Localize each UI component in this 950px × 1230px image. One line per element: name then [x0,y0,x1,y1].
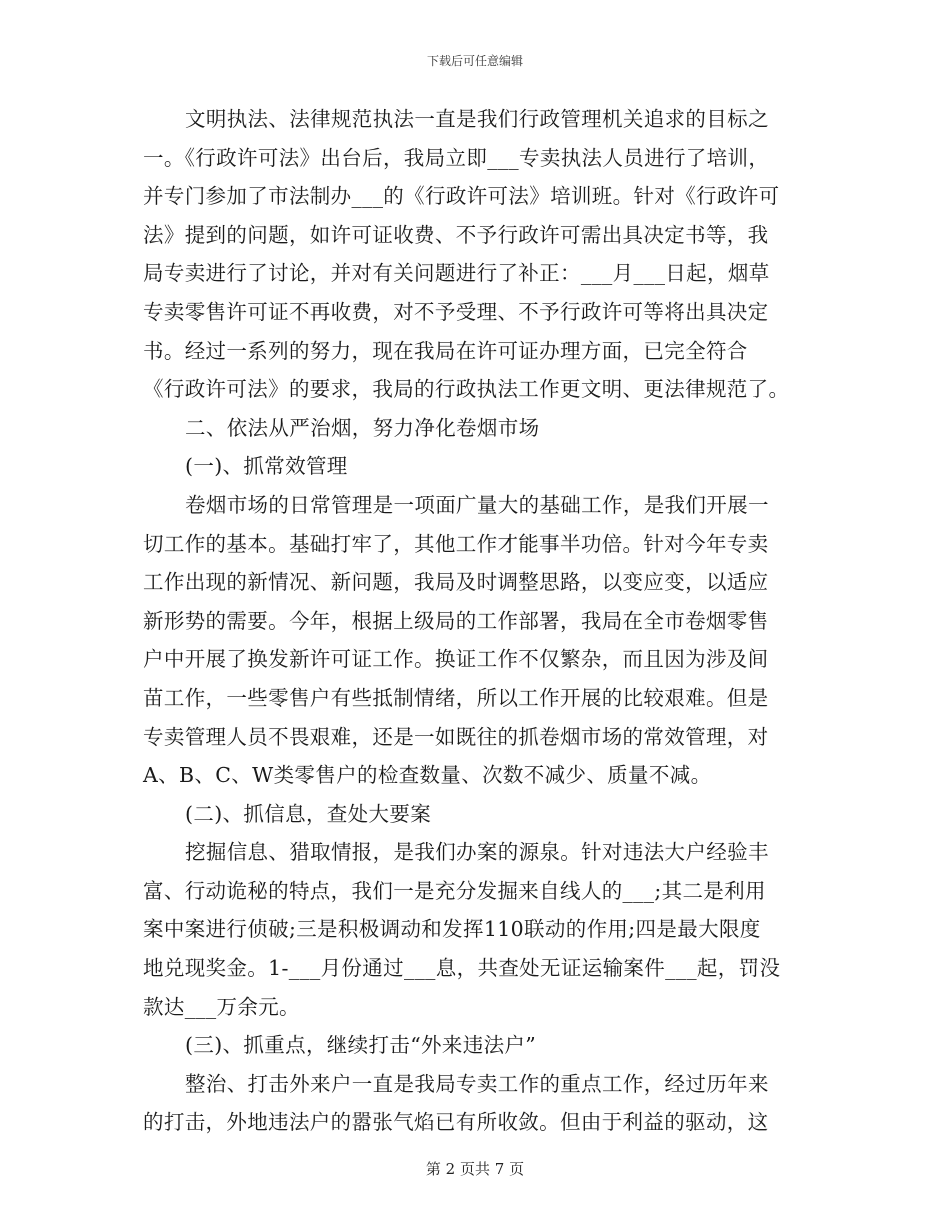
body-text-line: 专卖零售许可证不再收费，对不予受理、不予行政许可等将出具决定 [143,299,769,324]
body-text-line: 案中案进行侦破;三是积极调动和发挥110联动的作用;四是最大限度 [143,917,761,942]
body-text-line: 书。经过一系列的努力，现在我局在许可证办理方面，已完全符合 [143,338,748,363]
body-text-line: (二)、抓信息，查处大要案 [185,801,432,826]
body-text-line: 局专卖进行了讨论，并对有关问题进行了补正：___月___日起，烟草 [143,261,770,286]
page-footer: 第 2 页共 7 页 [425,1160,525,1178]
body-text-line: 文明执法、法律规范执法一直是我们行政管理机关追求的目标之 [185,107,769,131]
body-text-line: 卷烟市场的日常管理是一项面广量大的基础工作，是我们开展一 [185,492,769,517]
body-text-line: (一)、抓常效管理 [185,454,348,479]
body-text-line: (三)、抓重点，继续打击“外来违法户” [185,1033,537,1058]
body-text-line: 款达___万余元。 [143,994,300,1019]
body-text-line: 一。《行政许可法》出台后，我局立即___专卖执法人员进行了培训， [143,145,770,170]
body-text-line: 地兑现奖金。1-___月份通过___息，共查处无证运输案件___起，罚没 [143,956,781,981]
body-text-line: 富、行动诡秘的特点，我们一是充分发掘来自线人的___;其二是利用 [143,878,766,903]
body-text-line: 并专门参加了市法制办___的《行政许可法》培训班。针对《行政许可 [143,184,780,209]
body-text-line: A、B、C、W类零售户的检查数量、次数不减少、质量不减。 [143,763,712,788]
body-text-line: 工作出现的新情况、新问题，我局及时调整思路，以变应变，以适应 [143,570,769,595]
body-text-line: 挖掘信息、猎取情报，是我们办案的源泉。针对违法大户经验丰 [185,840,769,865]
body-text-line: 的打击，外地违法户的嚣张气焰已有所收敛。但由于利益的驱动，这 [143,1110,769,1135]
body-text-line: 苗工作，一些零售户有些抵制情绪，所以工作开展的比较艰难。但是 [143,685,769,710]
body-text-line: 二、依法从严治烟，努力净化卷烟市场 [185,415,540,440]
body-text-line: 法》提到的问题，如许可证收费、不予行政许可需出具决定书等，我 [143,222,769,247]
body-text-line: 新形势的需要。今年，根据上级局的工作部署，我局在全市卷烟零售 [143,608,769,633]
page-header: 下载后可任意编辑 [426,54,523,68]
document-body [143,100,808,1142]
body-text-line: 切工作的基本。基础打牢了，其他工作才能事半功倍。针对今年专卖 [143,531,769,556]
body-text-line: 户中开展了换发新许可证工作。换证工作不仅繁杂，而且因为涉及间 [143,647,769,672]
body-text-line: 专卖管理人员不畏艰难，还是一如既往的抓卷烟市场的常效管理，对 [143,724,769,749]
body-text-line: 整治、打击外来户一直是我局专卖工作的重点工作，经过历年来 [185,1071,769,1096]
body-text-line: 《行政许可法》的要求，我局的行政执法工作更文明、更法律规范了。 [143,377,790,402]
